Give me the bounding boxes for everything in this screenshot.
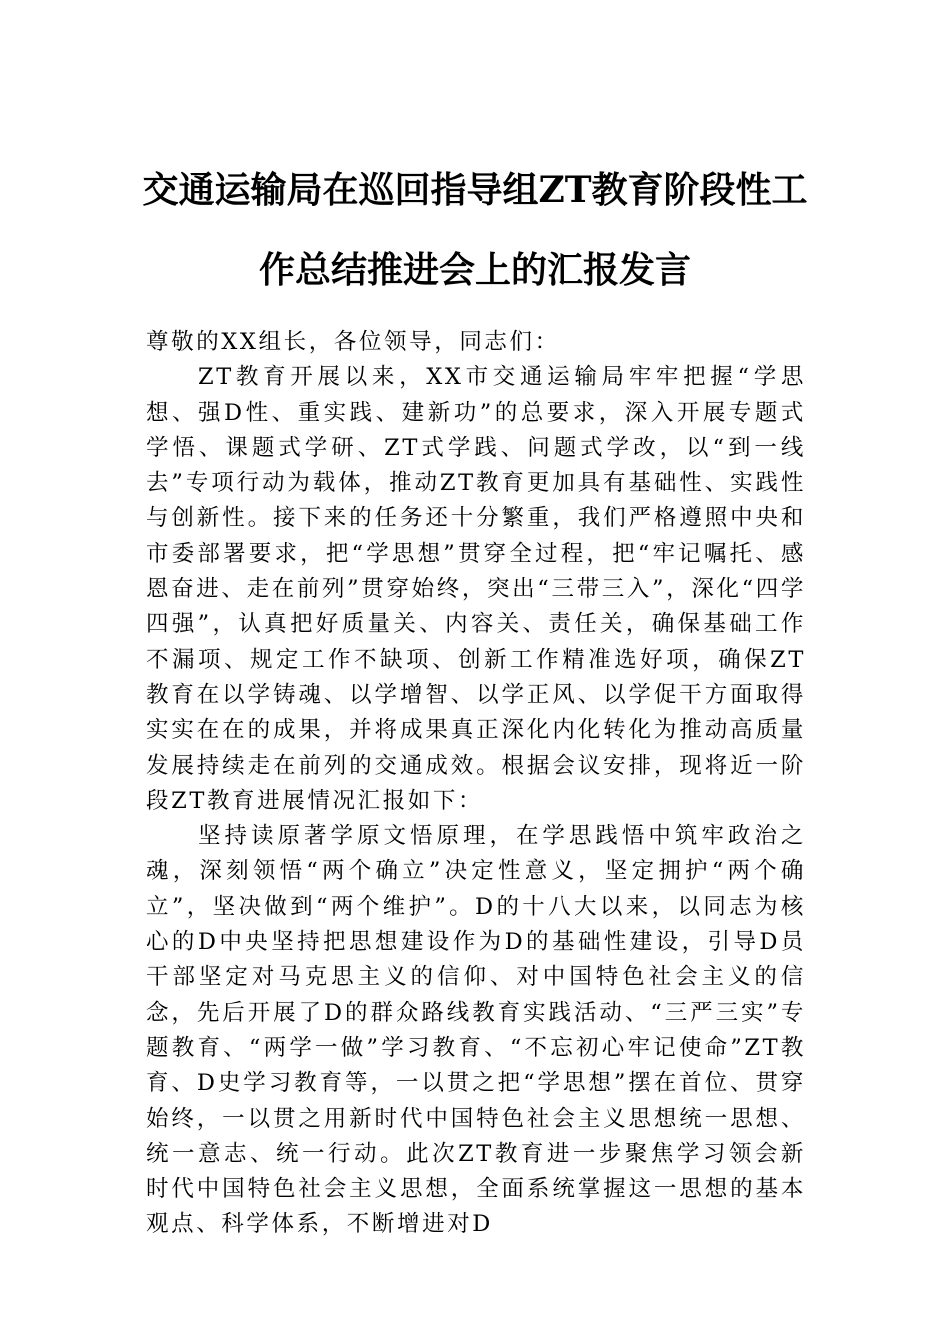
title-line-1: 交通运输局在巡回指导组ZT教育阶段性工	[142, 169, 808, 211]
title-line-2: 作总结推进会上的汇报发言	[258, 249, 691, 291]
paragraph-intro: ZT教育开展以来，XX市交通运输局牢牢把握“学思想、强D性、重实践、建新功”的总要求，深入开展专题式学悟、课题式学研、ZT式学践、问题式学改，以“到一线去”专项行动为载体，推动ZT教育更加具有基础性、实践性与创新性。接下来的任务还十分繁重，我们严格遵照中央和市委部署要求，把“学思想”贯穿全过程，把“牢记嘱托、感恩奋进、走在前列”贯穿始终，突出“三带三入”，深化“四学四强”，认真把好质量关、内容关、责任关，确保基础工作不漏项、规定工作不缺项、创新工作精准选好项，确保ZT教育在以学铸魂、以学增智、以学正风、以学促干方面取得实实在在的成果，并将成果真正深化内化转化为推动高质量发展持续走在前列的交通成效。根据会议安排，现将近一阶段ZT教育进展情况汇报如下：	[146, 364, 806, 814]
paragraph-section-1: 坚持读原著学原文悟原理，在学思践悟中筑牢政治之魂，深刻领悟“两个确立”决定性意义，坚定拥护“两个确立”，坚决做到“两个维护”。D的十八大以来，以同志为核心的D中央坚持把思想建设作为D的基础性建设，引导D员干部坚定对马克思主义的信仰、对中国特色社会主义的信念，先后开展了D的群众路线教育实践活动、“三严三实”专题教育、“两学一做”学习教育、“不忘初心牢记使命”ZT教育、D史学习教育等，一以贯之把“学思想”摆在首位、贯穿始终，一以贯之用新时代中国特色社会主义思想统一思想、统一意志、统一行动。此次ZT教育进一步聚焦学习领会新时代中国特色社会主义思想，全面系统掌握这一思想的基本观点、科学体系，不断增进对D	[146, 823, 806, 1238]
document-title	[140, 150, 810, 310]
document-body	[146, 325, 806, 1243]
salutation: 尊敬的XX组长，各位领导，同志们：	[146, 329, 560, 355]
